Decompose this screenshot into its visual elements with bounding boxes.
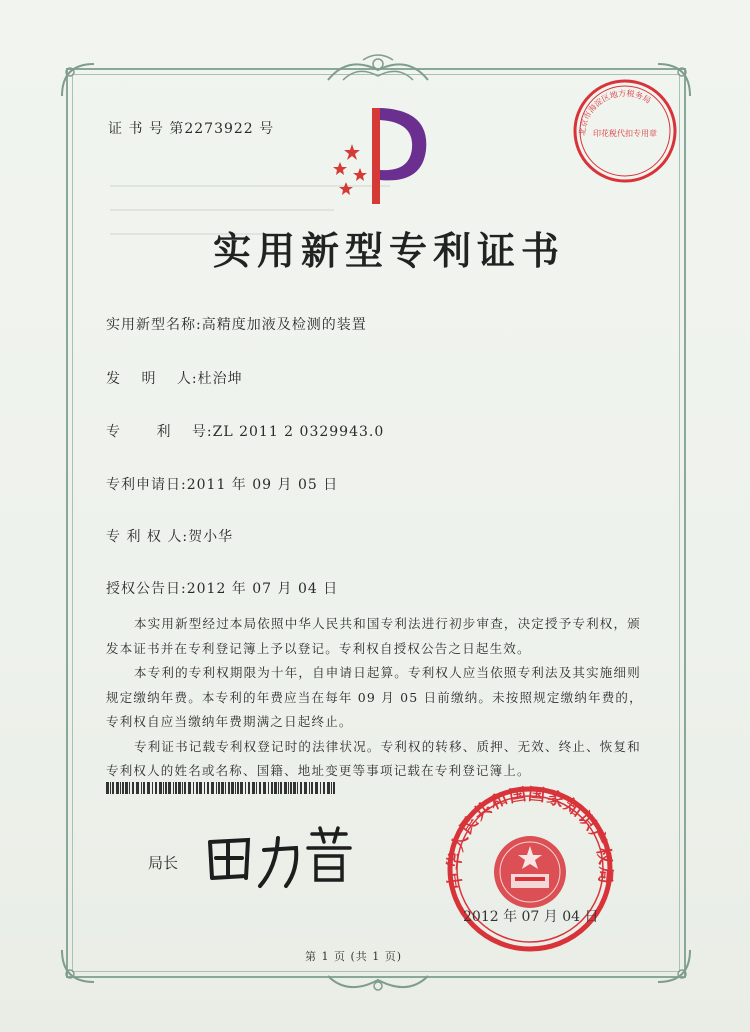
barcode-bar [218,782,220,794]
barcode-bar [141,782,142,794]
barcode-bar [245,782,246,794]
field-grant-date [106,578,338,598]
corner-ornament-bottom-right [654,946,694,986]
barcode-bar [129,782,130,794]
certificate-body [106,612,646,784]
corner-ornament-top-left [58,60,98,100]
barcode-bar [184,782,186,794]
barcode-bar [263,782,266,794]
barcode-bar [132,782,134,794]
barcode-bar [168,782,171,794]
barcode-bar [290,782,292,794]
barcode-bar [235,782,236,794]
field-patentee [106,526,233,546]
barcode-bar [280,782,282,794]
corner-ornament-bottom-left [58,946,98,986]
barcode-bar [207,782,209,794]
svg-text:中华人民共和国国家知识产权局: 中华人民共和国国家知识产权局 [445,784,615,891]
field-label: 发 明 人: [106,371,198,387]
barcode-bar [143,782,145,794]
barcode-bar [175,782,177,794]
certificate-title: 实用新型专利证书 [213,228,566,273]
barcode-bar [309,782,310,794]
barcode-bar [284,782,287,794]
barcode-bar [331,782,332,794]
field-label: 专 利 号: [106,424,213,440]
body-paragraph-3: 专利证书记载专利权登记时的法律状况。专利权的转移、质押、无效、终止、恢复和专利权人的姓名或名称、国籍、地址变更等事项记载在专利登记簿上。 [106,738,641,778]
bottom-ornament [318,968,438,998]
barcode-bar [259,782,261,794]
barcode-bar [125,782,128,794]
barcode-bar [106,782,109,794]
barcode-bar [293,782,296,794]
barcode-bar [323,782,325,794]
barcode-bar [288,782,289,794]
barcode-bar [315,782,318,794]
barcode-bar [136,782,139,794]
national-ip-office-seal [445,784,615,954]
barcode-bar [152,782,153,794]
barcode-bar [204,782,205,794]
barcode-bar [320,782,321,794]
director-label: 局长 [148,854,179,872]
field-application-date [106,474,338,494]
field-value: 2011 年 09 月 05 日 [186,477,339,493]
barcode-bar [300,782,302,794]
barcode-bar [225,782,226,794]
barcode-bar [120,782,121,794]
barcode-bar [178,782,181,794]
barcode-bar [165,782,167,794]
barcode-bar [122,782,124,794]
barcode-bar [159,782,162,794]
barcode [106,782,336,794]
barcode-bar [112,782,114,794]
field-label: 专 利 权 人: [106,529,189,545]
barcode-bar [311,782,313,794]
barcode-bar [216,782,217,794]
field-inventor [106,368,243,388]
barcode-bar [163,782,164,794]
body-paragraph-1: 本实用新型经过本局依照中华人民共和国专利法进行初步审查，决定授予专利权，颁发本证书并在专利登记簿上予以登记。专利权自授权公告之日起生效。 [106,616,641,656]
director-signature [200,820,360,900]
field-value: 贺小华 [188,529,234,545]
barcode-bar [188,782,191,794]
barcode-bar [237,782,239,794]
barcode-bar [110,782,111,794]
barcode-bar [228,782,230,794]
barcode-bar [327,782,330,794]
top-ornament [318,50,438,90]
barcode-bar [240,782,243,794]
barcode-bar [116,782,119,794]
field-value: ZL 2011 2 0329943.0 [212,424,385,440]
barcode-bar [274,782,277,794]
barcode-bar [221,782,224,794]
barcode-bar [256,782,257,794]
field-value: 杜治坤 [197,371,243,387]
barcode-bar [211,782,214,794]
barcode-bar [196,782,198,794]
svg-text:印花税代扣专用章: 印花税代扣专用章 [593,129,657,138]
barcode-bar [333,782,335,794]
page-indicator: 第 1 页 (共 1 页) [305,950,403,963]
barcode-bar [193,782,194,794]
tax-agency-seal [570,76,680,186]
barcode-bar [297,782,298,794]
barcode-bar [278,782,279,794]
field-patent-number [106,421,384,441]
svg-text:北京市海淀区地方税务局: 北京市海淀区地方税务局 [577,88,653,137]
certificate-number: 证 书 号 第2273922 号 [108,121,275,137]
seal-date: 2012 年 07 月 04 日 [463,909,599,925]
barcode-bar [248,782,250,794]
field-value: 2012 年 07 月 04 日 [186,581,339,597]
field-label: 专利申请日: [106,477,187,493]
barcode-bar [231,782,234,794]
barcode-bar [199,782,202,794]
barcode-bar [252,782,255,794]
field-value: 高精度加液及检测的装置 [201,317,367,333]
barcode-bar [268,782,269,794]
barcode-bar [155,782,157,794]
barcode-bar [173,782,174,794]
barcode-bar [182,782,183,794]
body-paragraph-2: 本专利的专利权期限为十年，自申请日起算。专利权人应当依照专利法及其实施细则规定缴纳年费。本专利的年费应当在每年 09 月 05 日前缴纳。未按照规定缴纳年费的，专利权自应当缴纳年费期满之日起终止。 [106,665,643,729]
field-label: 实用新型名称: [106,317,202,333]
barcode-bar [271,782,273,794]
field-utility-model-name [106,314,367,334]
field-label: 授权公告日: [106,581,187,597]
barcode-bar [304,782,307,794]
barcode-bar [147,782,150,794]
patent-office-logo [326,100,436,210]
